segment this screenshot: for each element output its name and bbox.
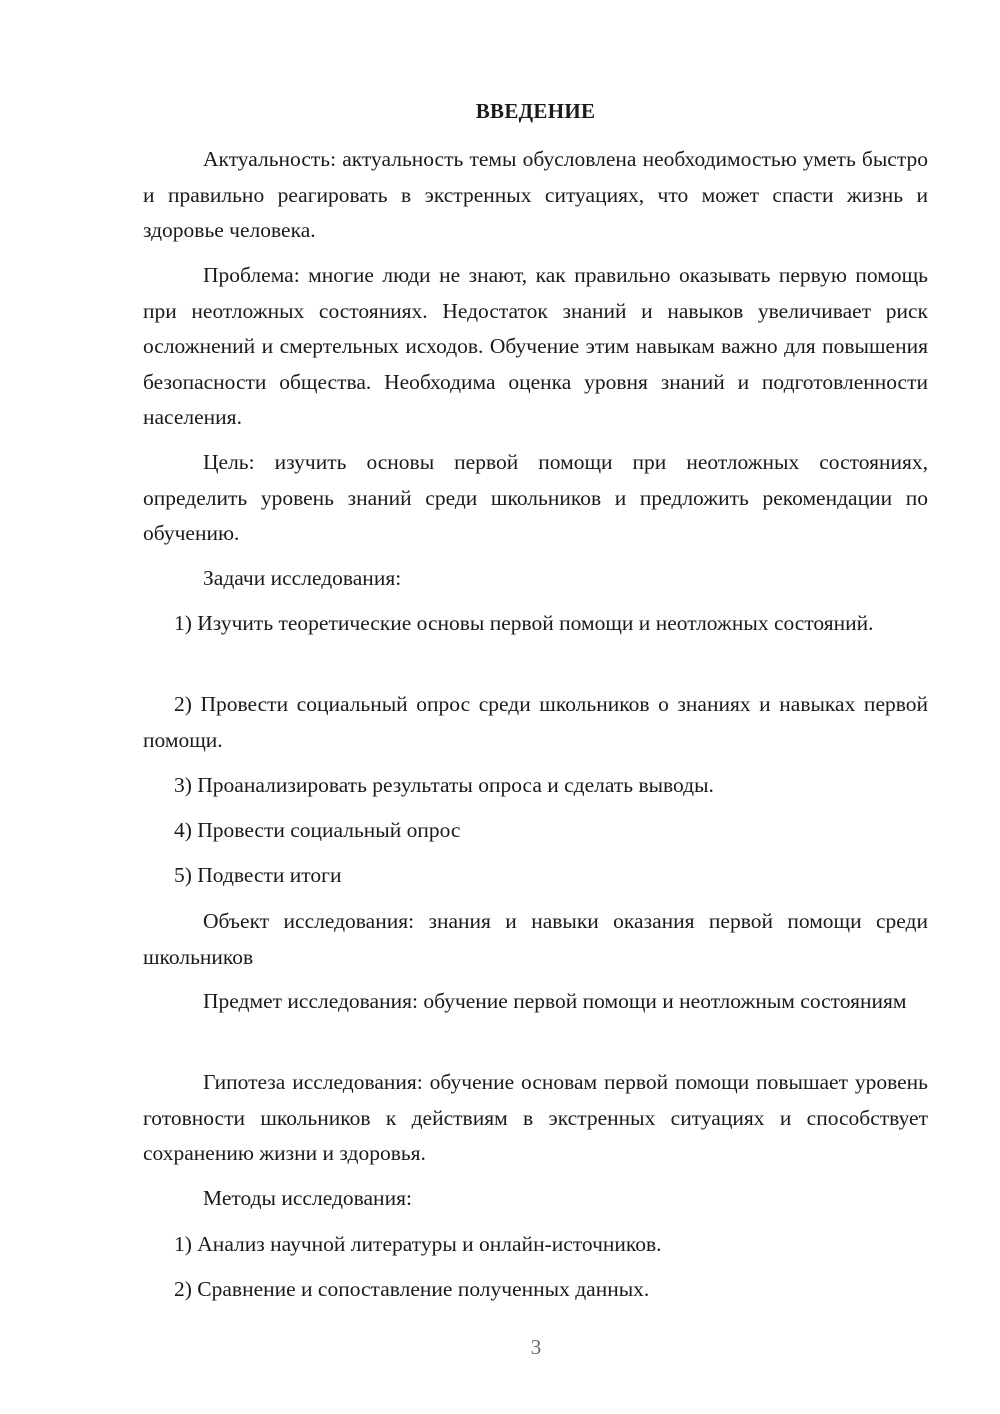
list-item-task-2: 2) Провести социальный опрос среди школьников о знаниях и навыках первой помощи. <box>143 692 928 752</box>
paragraph-hypothesis: Гипотеза исследования: обучение основам первой помощи повышает уровень готовности школьников к действиям в экстренных ситуациях и способствует сохранению жизни и здоровья. <box>143 1070 928 1165</box>
paragraph-tasks-heading: Задачи исследования: <box>203 566 402 590</box>
list-item-task-3: 3) Проанализировать результаты опроса и сделать выводы. <box>174 773 714 797</box>
list-item-method-2: 2) Сравнение и сопоставление полученных данных. <box>174 1277 650 1301</box>
paragraph-methods-heading: Методы исследования: <box>203 1186 412 1210</box>
list-item-task-1: 1) Изучить теоретические основы первой помощи и неотложных состояний. <box>174 611 874 635</box>
page-number: 3 <box>530 1335 542 1359</box>
paragraph-relevance: Актуальность: актуальность темы обусловлена необходимостью уметь быстро и правильно реагировать в экстренных ситуациях, что может спасти жизнь и здоровье человека. <box>143 147 928 242</box>
paragraph-subject: Предмет исследования: обучение первой помощи и неотложным состояниям <box>203 989 907 1013</box>
paragraph-object: Объект исследования: знания и навыки оказания первой помощи среди школьников <box>143 909 928 969</box>
list-item-task-5: 5) Подвести итоги <box>174 863 342 887</box>
paragraph-problem: Проблема: многие люди не знают, как правильно оказывать первую помощь при неотложных состояниях. Недостаток знаний и навыков увеличивает риск осложнений и смертельных исходов. Обучение этим навыкам важно для повышения безопасности общества. Необходима оценка уровня знаний и подготовленности населения. <box>143 263 928 429</box>
list-item-method-1: 1) Анализ научной литературы и онлайн-источников. <box>174 1232 662 1256</box>
paragraph-goal: Цель: изучить основы первой помощи при неотложных состояниях, определить уровень знаний среди школьников и предложить рекомендации по обучению. <box>143 450 928 545</box>
list-item-task-4: 4) Провести социальный опрос <box>174 818 461 842</box>
section-heading: ВВЕДЕНИЕ <box>475 99 596 123</box>
